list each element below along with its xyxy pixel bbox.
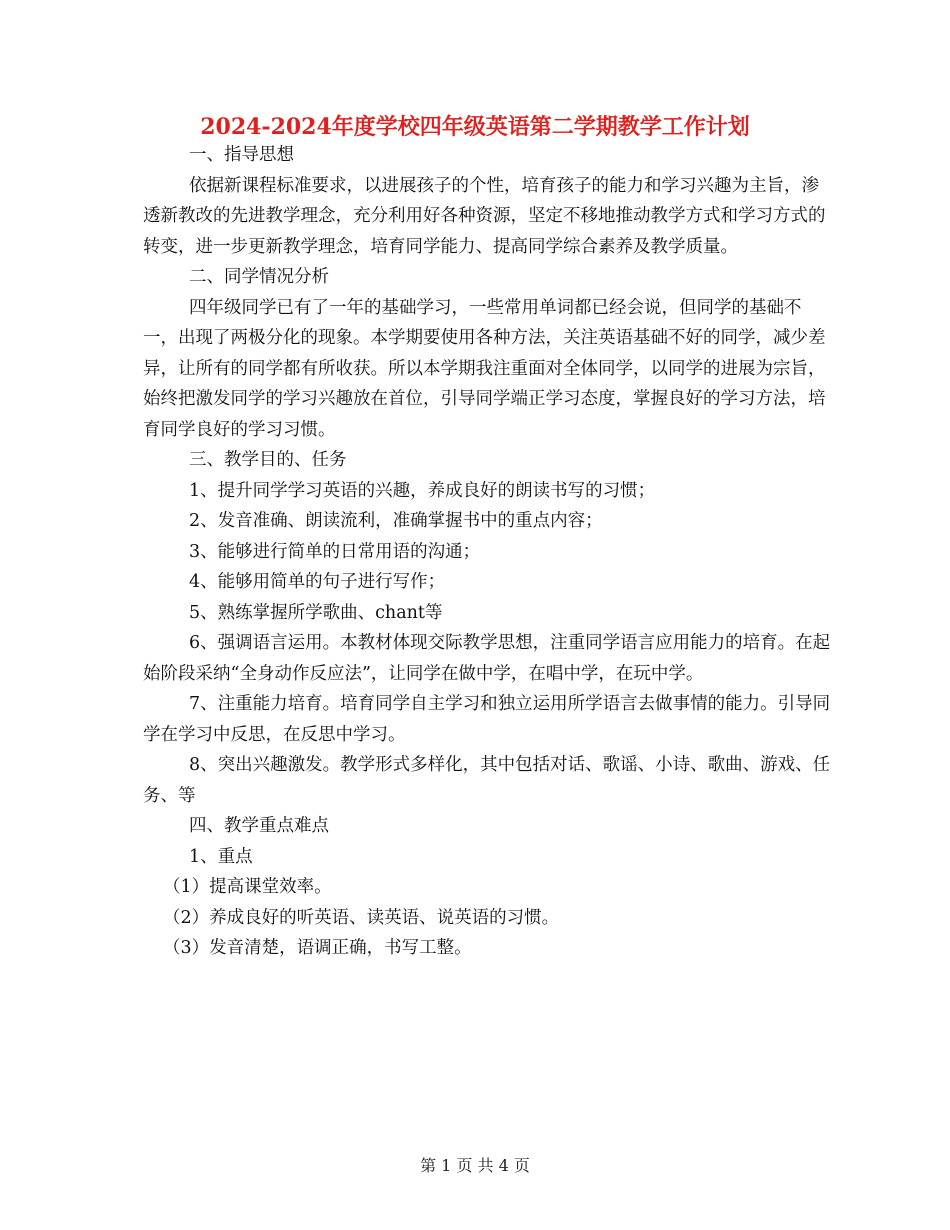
list-item: 2、发音准确、朗读流利，准确掌握书中的重点内容； <box>189 511 603 531</box>
sub-list-item: （3）发音清楚，语调正确，书写工整。 <box>163 938 472 958</box>
sub-heading: 1、重点 <box>189 846 253 867</box>
paragraph: 四年级同学已有了一年的基础学习，一些常用单词都已经会说，但同学的基础不一，出现了两极分化的现象。本学期要使用各种方法，关注英语基础不好的同学，减少差异，让所有的同学都有所收获。所以本学期我注重面对全体同学，以同学的进展为宗旨，始终把激发同学的学习兴趣放在首位，引导同学端正学习态度，掌握良好的学习方法，培育同学良好的学习习惯。 <box>143 297 826 440</box>
section-heading: 四、教学重点难点 <box>189 816 329 836</box>
section-heading: 一、指导思想 <box>189 145 294 165</box>
sub-list-item: （2）养成良好的听英语、读英语、说英语的习惯。 <box>163 907 560 928</box>
list-item: 1、提升同学学习英语的兴趣，养成良好的朗读书写的习惯； <box>189 480 656 501</box>
sub-list-item: （1）提高课堂效率。 <box>163 877 332 897</box>
list-item: 4、能够用简单的句子进行写作； <box>189 572 446 592</box>
list-item: 6、强调语言运用。本教材体现交际教学思想，注重同学语言应用能力的培育。在起始阶段采纳“全身动作反应法”，让同学在做中学，在唱中学，在玩中学。 <box>143 633 831 684</box>
list-item: 7、注重能力培育。培育同学自主学习和独立运用所学语言去做事情的能力。引导同学在学习中反思，在反思中学习。 <box>143 694 831 745</box>
document-body <box>143 140 833 964</box>
document-title: 2024-2024年度学校四年级英语第二学期教学工作计划 <box>200 114 750 140</box>
list-item: 3、能够进行简单的日常用语的沟通； <box>189 541 481 562</box>
section-heading: 三、教学目的、任务 <box>189 450 347 470</box>
list-item: 5、熟练掌握所学歌曲、chant等 <box>189 602 443 623</box>
page-number-footer: 第 1 页 共 4 页 <box>420 1156 530 1175</box>
list-item: 8、突出兴趣激发。教学形式多样化，其中包括对话、歌谣、小诗、歌曲、游戏、任务、等 <box>143 755 831 806</box>
paragraph: 依据新课程标准要求，以进展孩子的个性，培育孩子的能力和学习兴趣为主旨，渗透新教改的先进教学理念，充分利用好各种资源，坚定不移地推动教学方式和学习方式的转变，进一步更新教学理念，培育同学能力、提高同学综合素养及教学质量。 <box>143 175 826 257</box>
section-heading: 二、同学情况分析 <box>189 267 329 287</box>
